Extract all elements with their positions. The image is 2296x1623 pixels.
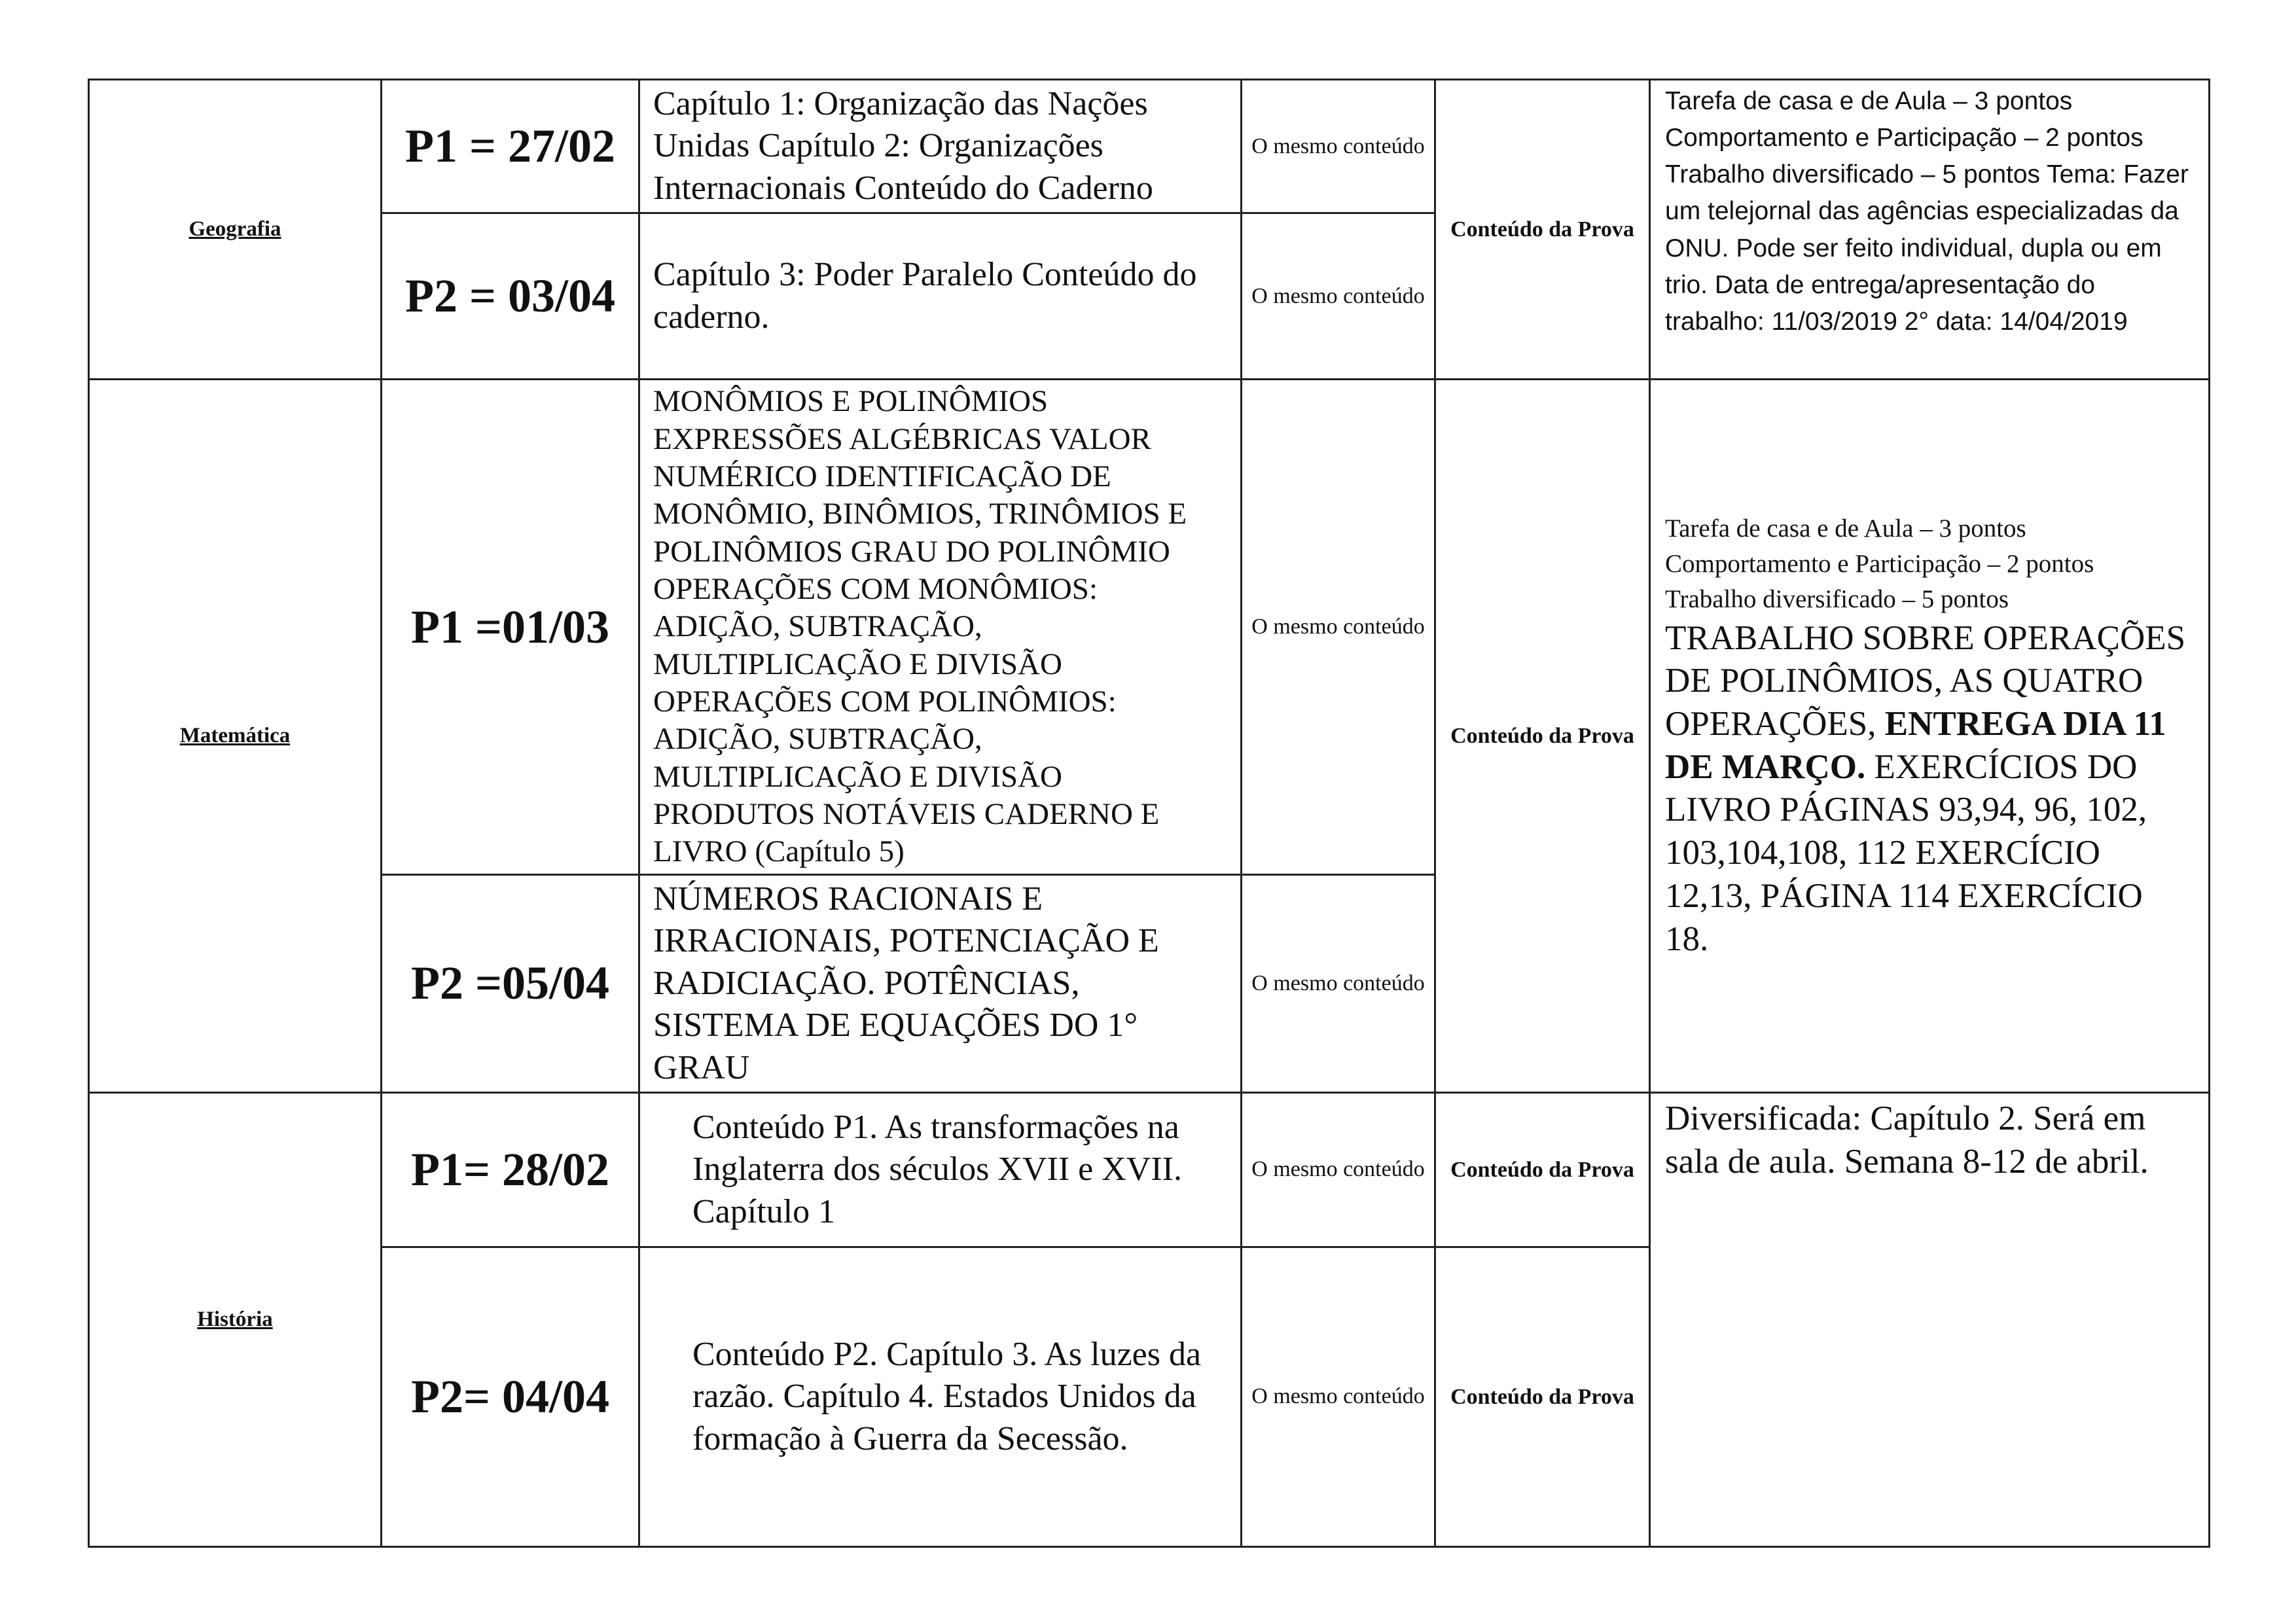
notes-bold-text: ENTREGA DIA 11 DE MARÇO. xyxy=(1665,704,2166,786)
notes-text: EXERCÍCIOS DO LIVRO PÁGINAS 93,94, 96, 102, 103,104,108, 112 EXERCÍCIO 12,13, PÁGINA 114 EXERCÍCIO 18. xyxy=(1665,747,2147,958)
prova-label: Conteúdo da Prova xyxy=(1435,380,1650,1093)
historia-p1-row xyxy=(89,1093,2210,1247)
exam-content: Conteúdo P1. As transformações na Inglaterra dos séculos XVII e XVII. Capítulo 1 xyxy=(639,1093,1242,1247)
exam-content: Capítulo 1: Organização das Nações Unidas Capítulo 2: Organizações Internacionais Conteúdo do Caderno xyxy=(639,80,1242,213)
exam-date: P1 =01/03 xyxy=(382,380,639,874)
historia-notes xyxy=(1650,1093,2210,1547)
notes-line: Comportamento e Participação – 2 pontos xyxy=(1665,124,2144,152)
notes-text: Diversificada: Capítulo 2. Será em sala de aula. Semana 8-12 de abril. xyxy=(1665,1099,2149,1181)
same-content-label: O mesmo conteúdo xyxy=(1242,80,1435,213)
prova-label: Conteúdo da Prova xyxy=(1435,1093,1650,1247)
same-content-label: O mesmo conteúdo xyxy=(1242,1247,1435,1547)
notes-line: Trabalho diversificado – 5 pontos xyxy=(1665,584,2009,613)
exam-content: NÚMEROS RACIONAIS E IRRACIONAIS, POTENCIAÇÃO E RADICIAÇÃO. POTÊNCIAS, SISTEMA DE EQUAÇÕES DO 1° GRAU xyxy=(639,874,1242,1092)
notes-line: Comportamento e Participação – 2 pontos xyxy=(1665,549,2094,578)
exam-date: P1 = 27/02 xyxy=(382,80,639,213)
notes-big-text xyxy=(1665,617,2194,961)
same-content-label: O mesmo conteúdo xyxy=(1242,874,1435,1092)
geografia-notes xyxy=(1650,80,2210,380)
exam-date: P2 = 03/04 xyxy=(382,213,639,380)
matematica-p1-row xyxy=(89,380,2210,874)
matematica-notes xyxy=(1650,380,2210,1093)
schedule-table xyxy=(88,79,2210,1548)
notes-line: Tarefa de casa e de Aula – 3 pontos xyxy=(1665,87,2073,115)
exam-date: P2 =05/04 xyxy=(382,874,639,1092)
same-content-label: O mesmo conteúdo xyxy=(1242,213,1435,380)
geografia-p1-row xyxy=(89,80,2210,213)
exam-date: P1= 28/02 xyxy=(382,1093,639,1247)
subject-geografia: Geografia xyxy=(89,80,382,380)
notes-text: TRABALHO SOBRE OPERAÇÕES DE POLINÔMIOS, AS QUATRO OPERAÇÕES, xyxy=(1665,618,2186,743)
exam-content: Conteúdo P2. Capítulo 3. As luzes da razão. Capítulo 4. Estados Unidos da formação à Guerra da Secessão. xyxy=(639,1247,1242,1547)
exam-content: MONÔMIOS E POLINÔMIOS EXPRESSÕES ALGÉBRICAS VALOR NUMÉRICO IDENTIFICAÇÃO DE MONÔMIO, BINÔMIOS, TRINÔMIOS E POLINÔMIOS GRAU DO POLINÔMIO OPERAÇÕES COM MONÔMIOS: ADIÇÃO, SUBTRAÇÃO, MULTIPLICAÇÃO E DIVISÃO OPERAÇÕES COM POLINÔMIOS: ADIÇÃO, SUBTRAÇÃO, MULTIPLICAÇÃO E DIVISÃO PRODUTOS NOTÁVEIS CADERNO E LIVRO (Capítulo 5) xyxy=(639,380,1242,874)
subject-matematica: Matemática xyxy=(89,380,382,1093)
notes-line: Trabalho diversificado – 5 pontos Tema: Fazer um telejornal das agências especializadas da ONU. Pode ser feito individual, dupla ou em trio. Data de entrega/apresentação do trabalho: 11/03/2019 2° data: 14/04/2019 xyxy=(1665,160,2189,336)
exam-content: Capítulo 3: Poder Paralelo Conteúdo do caderno. xyxy=(639,213,1242,380)
subject-historia: História xyxy=(89,1093,382,1547)
same-content-label: O mesmo conteúdo xyxy=(1242,380,1435,874)
prova-label: Conteúdo da Prova xyxy=(1435,1247,1650,1547)
same-content-label: O mesmo conteúdo xyxy=(1242,1093,1435,1247)
exam-date: P2= 04/04 xyxy=(382,1247,639,1547)
prova-label: Conteúdo da Prova xyxy=(1435,80,1650,380)
notes-line: Tarefa de casa e de Aula – 3 pontos xyxy=(1665,514,2026,543)
